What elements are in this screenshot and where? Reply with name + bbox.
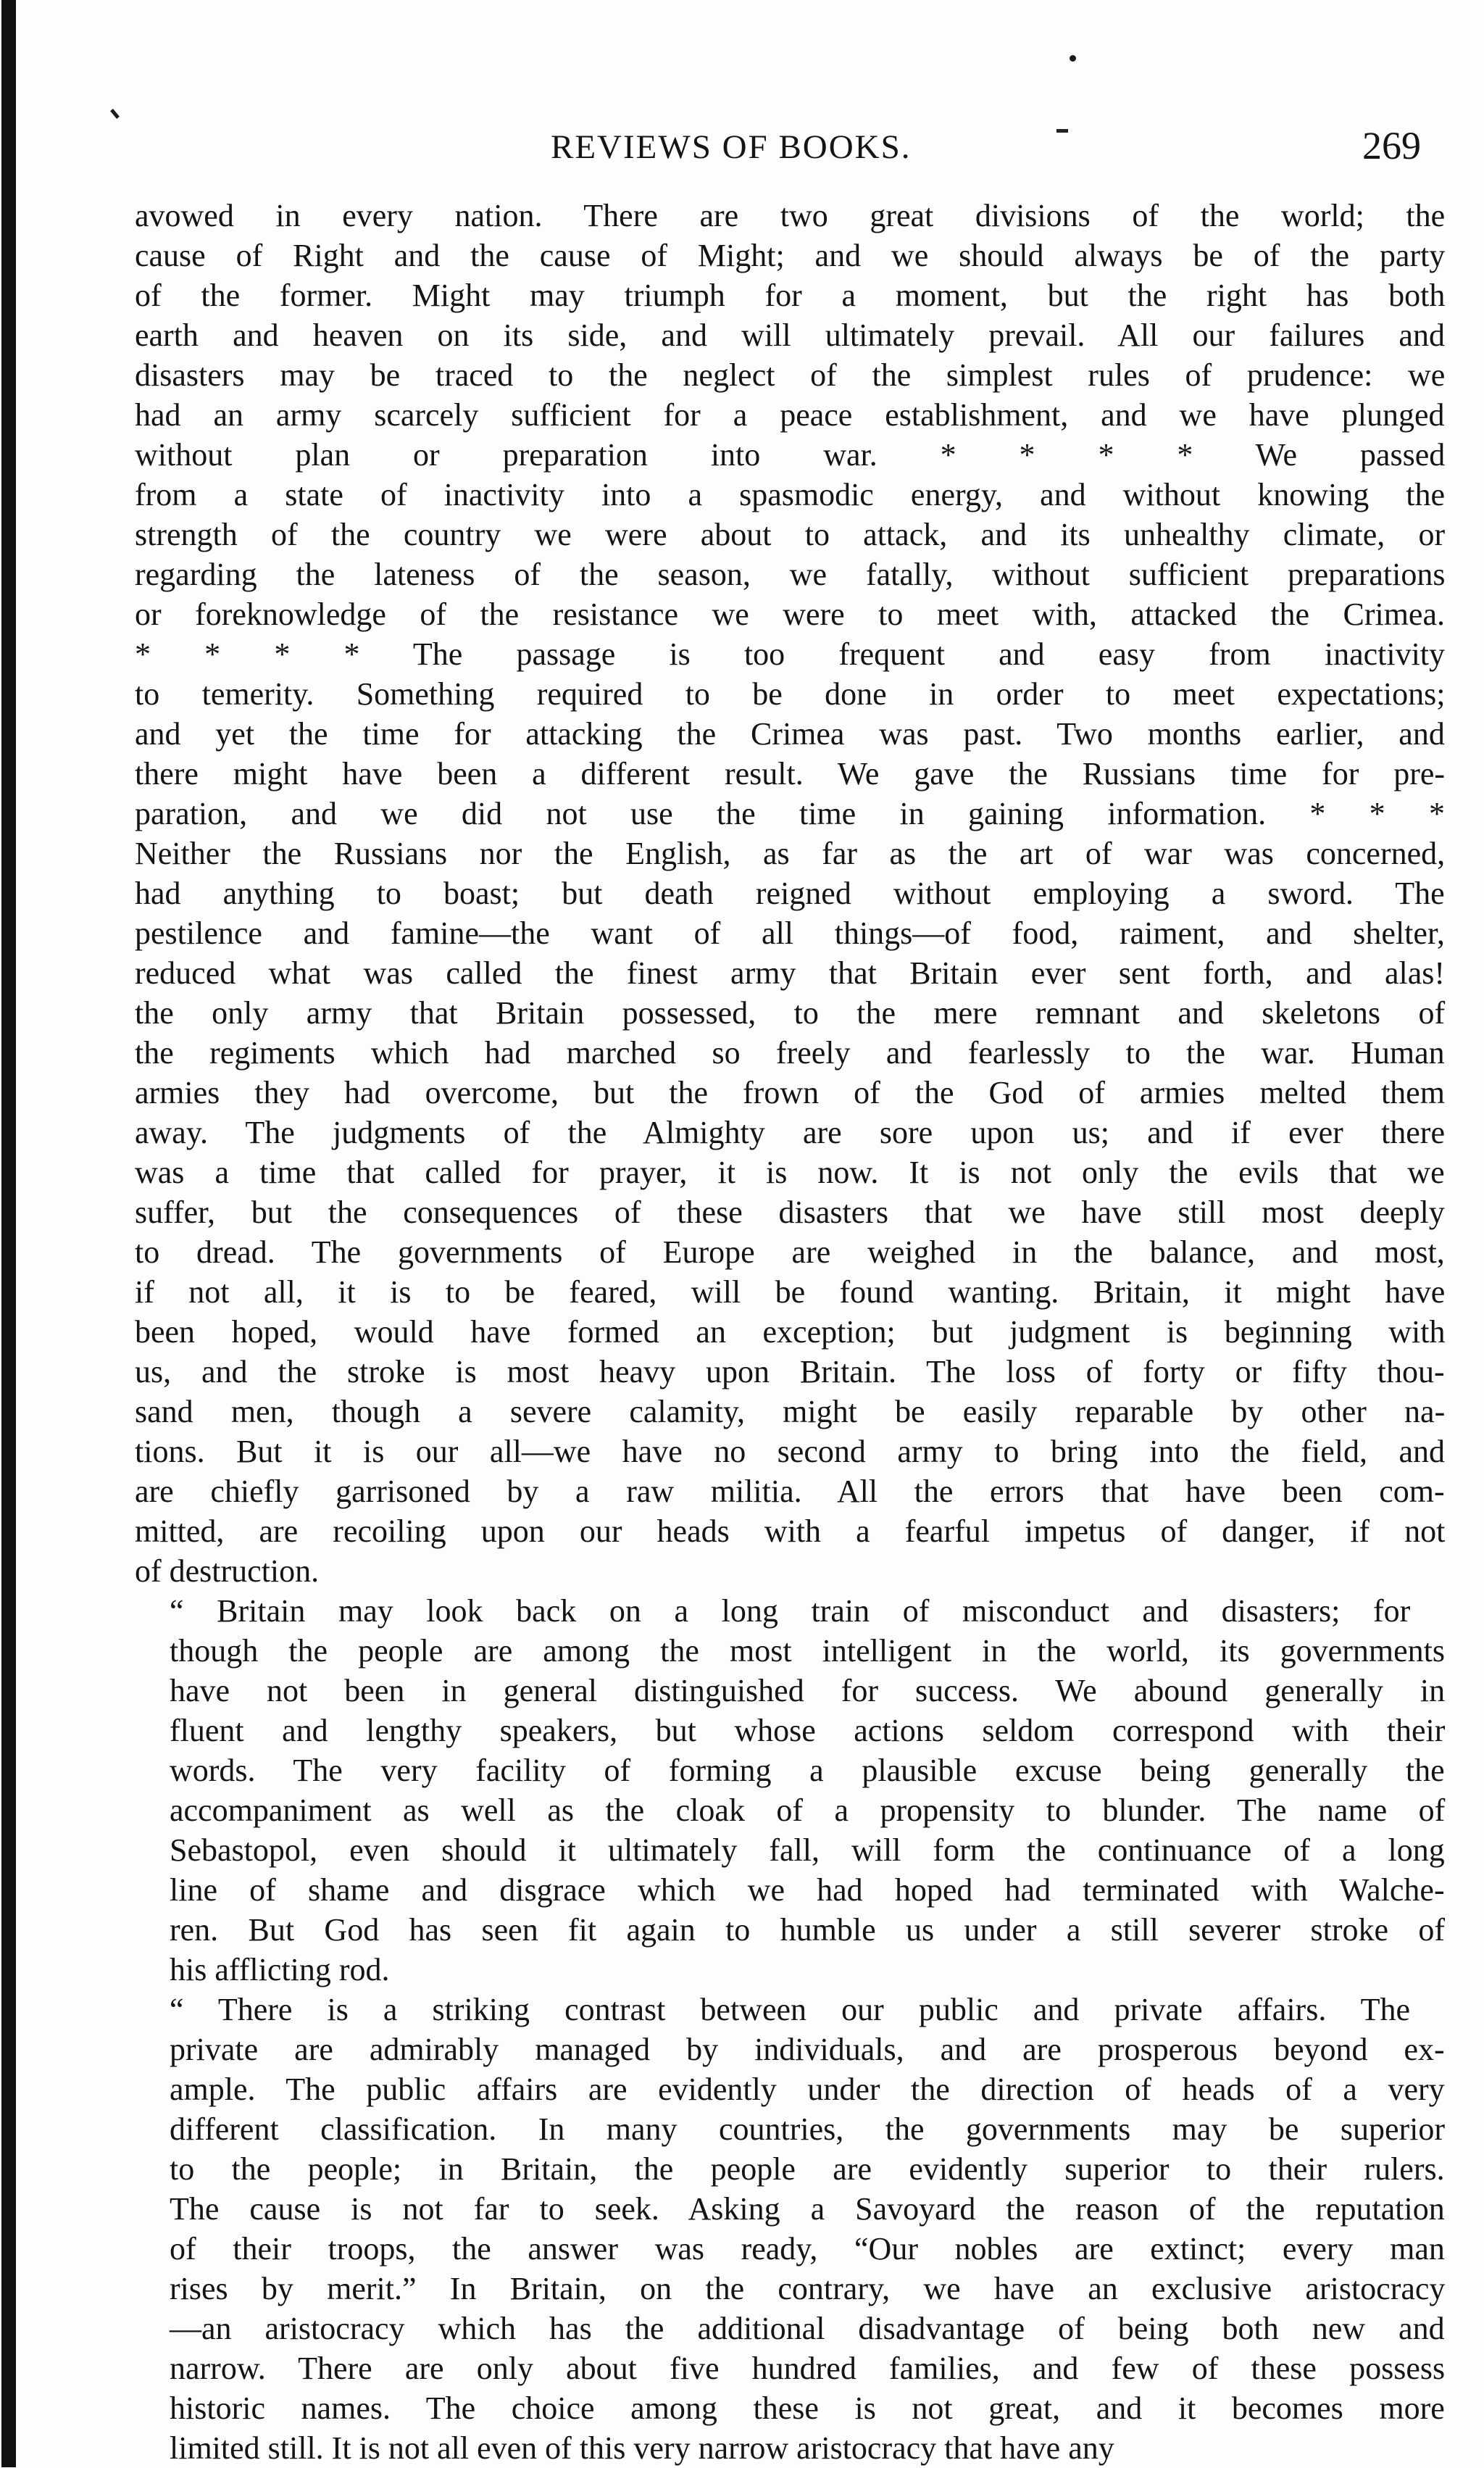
text-line: strength of the country we were about to attack, and its unhealthy climate, or <box>135 517 1446 552</box>
text-line: have not been in general distinguished for success. We abound generally in <box>170 1673 1446 1708</box>
text-line: had anything to boast; but death reigned without employing a sword. The <box>135 876 1445 911</box>
header-mark <box>1056 129 1068 133</box>
text-line: Sebastopol, even should it ultimately fall, will form the continuance of a long <box>170 1832 1445 1868</box>
text-line: was a time that called for prayer, it is now. It is not only the evils that we <box>135 1155 1445 1190</box>
text-line: away. The judgments of the Almighty are sore upon us; and if ever there <box>135 1115 1445 1150</box>
running-title: REVIEWS OF BOOKS. <box>551 128 912 166</box>
text-line: if not all, it is to be feared, will be found wanting. Britain, it might have <box>135 1274 1446 1310</box>
text-line: pestilence and famine—the want of all things—of food, raiment, and shelter, <box>135 915 1445 951</box>
paragraph <box>135 196 1445 1591</box>
text-line: had an army scarcely sufficient for a peace establishment, and we have plunged <box>135 397 1445 433</box>
text-line: —an aristocracy which has the additional disadvantage of being both new and <box>170 2311 1445 2346</box>
text-line: “ There is a striking contrast between our public and private affairs. The <box>170 1992 1411 2027</box>
text-line: from a state of inactivity into a spasmodic energy, and without knowing the <box>135 477 1446 512</box>
text-line: suffer, but the consequences of these disasters that we have still most deeply <box>135 1194 1445 1230</box>
text-line: regarding the lateness of the season, we fatally, without sufficient preparations <box>135 557 1446 592</box>
paragraph <box>135 1591 1445 1990</box>
text-line: accompaniment as well as the cloak of a propensity to blunder. The name of <box>170 1792 1446 1828</box>
text-line: us, and the stroke is most heavy upon Britain. The loss of forty or fifty thou- <box>135 1354 1445 1389</box>
binding-edge <box>1 0 16 2467</box>
text-line: private are admirably managed by individuals, and are prosperous beyond ex- <box>170 2032 1445 2067</box>
text-line: the only army that Britain possessed, to the mere remnant and skeletons of <box>135 995 1446 1031</box>
text-line: * * * * The passage is too frequent and easy from inactivity <box>135 636 1446 672</box>
text-line: Neither the Russians nor the English, as far as the art of war was concerned, <box>135 836 1446 871</box>
text-line: reduced what was called the finest army that Britain ever sent forth, and alas! <box>135 955 1446 991</box>
page-number: 269 <box>1362 124 1421 167</box>
text-line: words. The very facility of forming a plausible excuse being generally the <box>170 1753 1445 1788</box>
text-line: “ Britain may look back on a long train of misconduct and disasters; for <box>170 1593 1411 1629</box>
text-line: his afflicting rod. <box>170 1952 390 1987</box>
text-line: armies they had overcome, but the frown of the God of armies melted them <box>135 1075 1445 1110</box>
text-line: or foreknowledge of the resistance we were to meet with, attacked the Crimea. <box>135 597 1445 632</box>
text-line: tions. But it is our all—we have no second army to bring into the field, and <box>135 1434 1445 1469</box>
text-line: sand men, though a severe calamity, might be easily reparable by other na- <box>135 1394 1446 1429</box>
text-line: though the people are among the most intelligent in the world, its governments <box>170 1633 1445 1669</box>
text-line: avowed in every nation. There are two great divisions of the world; the <box>135 198 1446 233</box>
text-line: to dread. The governments of Europe are weighed in the balance, and most, <box>135 1234 1445 1270</box>
text-line: paration, and we did not use the time in gaining information. * * * <box>135 796 1445 831</box>
text-line: line of shame and disgrace which we had hoped had terminated with Walche- <box>170 1872 1445 1908</box>
page-header <box>0 126 1484 177</box>
text-line: without plan or preparation into war. * * * * We passed <box>135 437 1446 473</box>
text-line: are chiefly garrisoned by a raw militia. All the errors that have been com- <box>135 1474 1445 1509</box>
text-line: narrow. There are only about five hundred families, and few of these possess <box>170 2351 1446 2386</box>
ink-speck <box>110 109 120 119</box>
text-line: limited still. It is not all even of this very narrow aristocracy that have any <box>170 2430 1114 2466</box>
ink-speck <box>1070 55 1076 62</box>
body-text <box>135 196 1445 2468</box>
text-line: earth and heaven on its side, and will ultimately prevail. All our failures and <box>135 317 1445 353</box>
text-line: of destruction. <box>135 1553 320 1589</box>
text-line: to temerity. Something required to be done in order to meet expectations; <box>135 676 1446 712</box>
text-line: rises by merit.” In Britain, on the contrary, we have an exclusive aristocracy <box>170 2271 1446 2306</box>
text-line: and yet the time for attacking the Crimea was past. Two months earlier, and <box>135 716 1445 752</box>
text-line: fluent and lengthy speakers, but whose actions seldom correspond with their <box>170 1713 1446 1748</box>
text-line: ren. But God has seen fit again to humble us under a still severer stroke of <box>170 1912 1446 1948</box>
text-line: historic names. The choice among these is not great, and it becomes more <box>170 2390 1445 2426</box>
text-line: ample. The public affairs are evidently under the direction of heads of a very <box>170 2072 1445 2107</box>
text-line: different classification. In many countries, the governments may be superior <box>170 2111 1445 2147</box>
text-line: mitted, are recoiling upon our heads with a fearful impetus of danger, if not <box>135 1513 1446 1549</box>
text-line: of the former. Might may triumph for a moment, but the right has both <box>135 278 1446 313</box>
text-line: of their troops, the answer was ready, “Our nobles are extinct; every man <box>170 2231 1445 2267</box>
text-line: to the people; in Britain, the people are evidently superior to their rulers. <box>170 2151 1445 2187</box>
text-line: there might have been a different result. We gave the Russians time for pre- <box>135 756 1446 791</box>
text-line: cause of Right and the cause of Might; and we should always be of the party <box>135 238 1446 273</box>
paragraph <box>135 1990 1445 2468</box>
text-line: The cause is not far to seek. Asking a Savoyard the reason of the reputation <box>170 2191 1445 2227</box>
text-line: disasters may be traced to the neglect of the simplest rules of prudence: we <box>135 357 1446 393</box>
text-line: been hoped, would have formed an exception; but judgment is beginning with <box>135 1314 1446 1350</box>
text-line: the regiments which had marched so freely and fearlessly to the war. Human <box>135 1035 1445 1071</box>
